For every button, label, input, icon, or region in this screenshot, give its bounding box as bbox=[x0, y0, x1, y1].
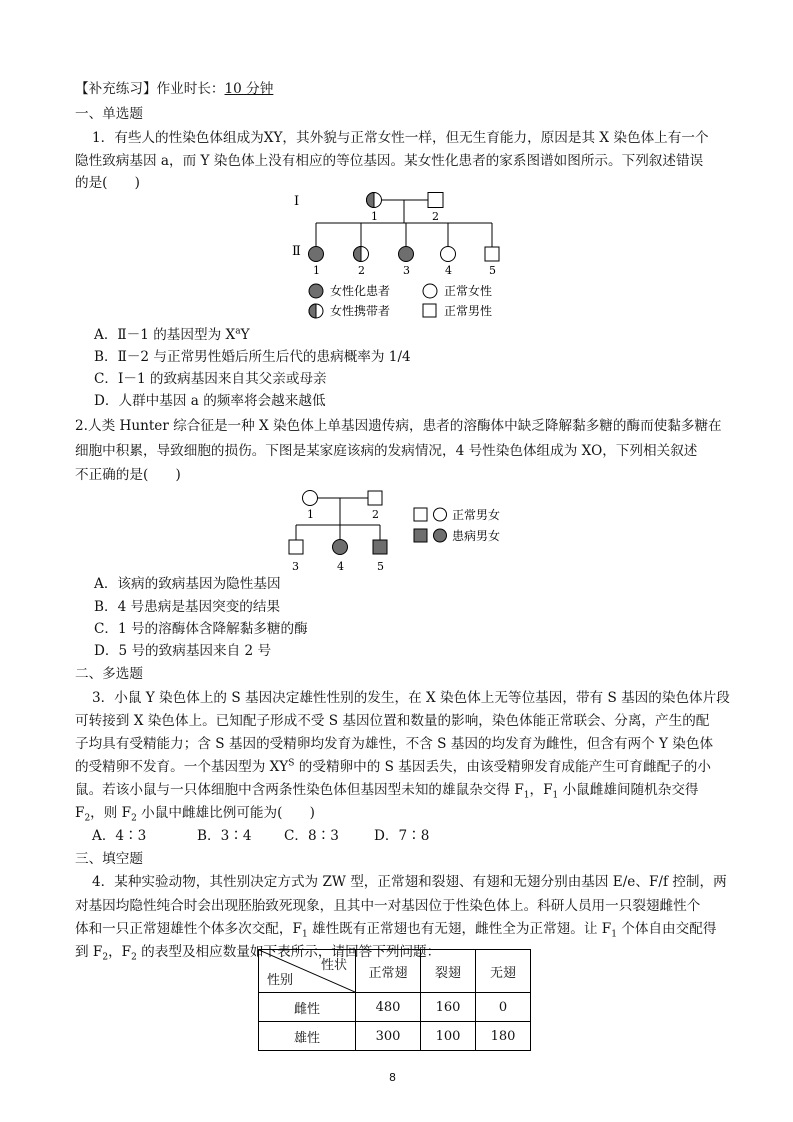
q2-2-label: 2 bbox=[372, 508, 379, 521]
q2-1-label: 1 bbox=[307, 508, 314, 521]
section-fill-in: 三、填空题 bbox=[75, 851, 143, 867]
q2-5-affected-male bbox=[373, 540, 387, 554]
q1-line3: 的是( ) bbox=[75, 175, 140, 191]
q1-II5-normal-male bbox=[485, 247, 499, 261]
q2-legend-normal-male-icon bbox=[414, 508, 427, 521]
q2-legend-normal-female-icon bbox=[434, 508, 447, 521]
q1-legend-normal-male: 正常男性 bbox=[444, 304, 493, 318]
q2-line3: 不正确的是( ) bbox=[75, 467, 181, 483]
table-cell: 300 bbox=[356, 1022, 421, 1051]
q2-legend-affected-male-icon bbox=[414, 529, 427, 542]
page-number: 8 bbox=[389, 1071, 396, 1084]
q1-II3-label: 3 bbox=[403, 264, 410, 277]
q1-legend-affected-female-icon bbox=[309, 284, 323, 298]
header-duration: 10 分钟 bbox=[224, 81, 274, 97]
q1-legend-carrier-female: 女性携带者 bbox=[330, 304, 391, 318]
q2-legend-normal: 正常男女 bbox=[452, 508, 501, 522]
q2-option-c: C．1 号的溶酶体含降解黏多糖的酶 bbox=[94, 621, 308, 637]
q1-II4-normal-female bbox=[441, 247, 456, 262]
table-row bbox=[259, 993, 531, 1022]
q3-option-a: A．4∶3 bbox=[92, 828, 147, 844]
q1-pedigree-diagram bbox=[280, 186, 520, 326]
q2-legend-affected-female-icon bbox=[434, 529, 447, 542]
q1-line2: 隐性致病基因 a，而 Y 染色体上没有相应的等位基因。某女性化患者的家系图谱如图所示。下列叙述错误 bbox=[75, 153, 704, 169]
q1-I1-label: 1 bbox=[371, 210, 378, 223]
q1-option-a: A．Ⅱ－1 的基因型为 $X^aY$ bbox=[94, 326, 250, 343]
q1-legend-affected-female: 女性化患者 bbox=[330, 284, 391, 298]
q2-line2: 细胞中积累，导致细胞的损伤。下图是某家庭该病的发病情况，4 号性染色体组成为 XO，下列相关叙述 bbox=[75, 443, 698, 459]
q4-line4: 到 $F_2$，$F_2$ 的表型及相应数量如下表所示，请回答下列问题： bbox=[75, 944, 441, 963]
q2-3-normal-male bbox=[289, 540, 303, 554]
q1-legend-normal-male-icon bbox=[423, 304, 436, 317]
q1-I2-label: 2 bbox=[432, 210, 439, 223]
q3-line3: 子均具有受精能力；含 S 基因的受精卵均发育为雄性，不含 S 基因的均发育为雌性，但含有两个 Y 染色体 bbox=[75, 736, 714, 752]
q1-option-d: D．人群中基因 a 的频率将会越来越低 bbox=[94, 393, 326, 409]
table-header-cell: 无翅 bbox=[476, 950, 531, 993]
q1-II1-affected-female bbox=[309, 247, 324, 262]
q1-option-c: C．Ⅰ－1 的致病基因来自其父亲或母亲 bbox=[94, 371, 327, 387]
q3-option-d: D．7∶8 bbox=[374, 828, 430, 844]
section-single-choice: 一、单选题 bbox=[75, 106, 143, 122]
q3-line1: 3．小鼠 Y 染色体上的 S 基因决定雄性性别的发生，在 X 染色体上无等位基因，带有 S 基因的染色体片段 bbox=[92, 690, 730, 706]
q1-legend-carrier-female-icon bbox=[309, 304, 323, 318]
q2-5-label: 5 bbox=[377, 560, 384, 573]
q4-line1: 4．某种实验动物，其性别决定方式为 ZW 型，正常翅和裂翅、有翅和无翅分别由基因 E/e、F/f 控制，两 bbox=[92, 874, 727, 890]
q3-line4: 的受精卵不发育。一个基因型为 $XY^S$ 的受精卵中的 S 基因丢失，由该受精卵发育成能产生可育雌配子的小 bbox=[75, 758, 711, 775]
q2-2-normal-male bbox=[368, 491, 382, 505]
table-cell: 480 bbox=[356, 993, 421, 1022]
q3-line6: $F_2$，则 $F_2$ 小鼠中雌雄比例可能为( ) bbox=[75, 805, 315, 824]
q1-legend-normal-female-icon bbox=[423, 284, 437, 298]
q1-line1: 1．有些人的性染色体组成为XY，其外貌与正常女性一样，但无生育能力，原因是其 X 染色体上有一个 bbox=[92, 130, 709, 146]
table-row bbox=[259, 1022, 531, 1051]
diag-header-trait: 性状 bbox=[320, 958, 347, 973]
table-cell: 180 bbox=[476, 1022, 531, 1051]
q1-I1-carrier-female bbox=[367, 193, 382, 208]
q3-option-b: B．3∶4 bbox=[197, 828, 252, 844]
q1-generation-1-label: Ⅰ bbox=[294, 194, 300, 209]
q1-II2-carrier-female bbox=[354, 247, 369, 262]
q3-option-c: C．8∶3 bbox=[284, 828, 339, 844]
table-row-label: 雄性 bbox=[259, 1022, 356, 1051]
q2-4-label: 4 bbox=[337, 560, 344, 573]
q2-pedigree-diagram bbox=[280, 484, 540, 574]
q3-line2: 可转接到 X 染色体上。已知配子形成不受 S 基因位置和数量的影响，染色体能正常联会、分离，产生的配 bbox=[75, 713, 710, 729]
q2-4-affected-female bbox=[333, 540, 348, 555]
diag-header-sex: 性别 bbox=[267, 973, 294, 988]
table-cell: 160 bbox=[421, 993, 476, 1022]
q1-II3-affected-female bbox=[399, 247, 414, 262]
q1-option-b: B．Ⅱ－2 与正常男性婚后所生后代的患病概率为 1/4 bbox=[94, 349, 411, 365]
q2-option-d: D．5 号的致病基因来自 2 号 bbox=[94, 643, 272, 659]
table-cell: 0 bbox=[476, 993, 531, 1022]
assignment-header bbox=[75, 79, 273, 99]
q3-line5: 鼠。若该小鼠与一只体细胞中含两条性染色体但基因型未知的雄鼠杂交得 $F_1$，$F_1$ 小鼠雌雄间随机杂交得 bbox=[75, 782, 699, 801]
q1-I2-normal-male bbox=[428, 193, 443, 208]
q1-generation-2-label: Ⅱ bbox=[292, 244, 301, 259]
q2-1-normal-female bbox=[303, 491, 318, 506]
table-header-cell: 裂翅 bbox=[421, 950, 476, 993]
table-diagonal-header bbox=[259, 950, 356, 993]
table-header-row bbox=[259, 950, 531, 993]
q2-option-b: B．4 号患病是基因突变的结果 bbox=[94, 599, 281, 615]
q2-line1: 2.人类 Hunter 综合征是一种 X 染色体上单基因遗传病，患者的溶酶体中缺乏降解黏多糖的酶而使黏多糖在 bbox=[75, 418, 722, 434]
table-header-cell: 正常翅 bbox=[356, 950, 421, 993]
q1-legend-normal-female: 正常女性 bbox=[444, 284, 493, 298]
section-multi-choice: 二、多选题 bbox=[75, 666, 143, 682]
q4-data-table bbox=[258, 949, 531, 1051]
header-label: 【补充练习】作业时长： bbox=[75, 81, 225, 97]
q1-II4-label: 4 bbox=[445, 264, 452, 277]
q4-line2: 对基因均隐性纯合时会出现胚胎致死现象，且其中一对基因位于性染色体上。科研人员用一只裂翅雌性个 bbox=[75, 898, 701, 914]
q4-line3: 体和一只正常翅雄性个体多次交配，$F_1$ 雄性既有正常翅也有无翅，雌性全为正常翅。让 $F_1$ 个体自由交配得 bbox=[75, 921, 717, 940]
q2-option-a: A．该病的致病基因为隐性基因 bbox=[94, 576, 281, 592]
q2-legend-affected: 患病男女 bbox=[452, 529, 501, 543]
q1-II1-label: 1 bbox=[313, 264, 320, 277]
q1-II5-label: 5 bbox=[489, 264, 496, 277]
table-row-label: 雌性 bbox=[259, 993, 356, 1022]
q2-3-label: 3 bbox=[292, 560, 299, 573]
table-cell: 100 bbox=[421, 1022, 476, 1051]
q1-II2-label: 2 bbox=[358, 264, 365, 277]
